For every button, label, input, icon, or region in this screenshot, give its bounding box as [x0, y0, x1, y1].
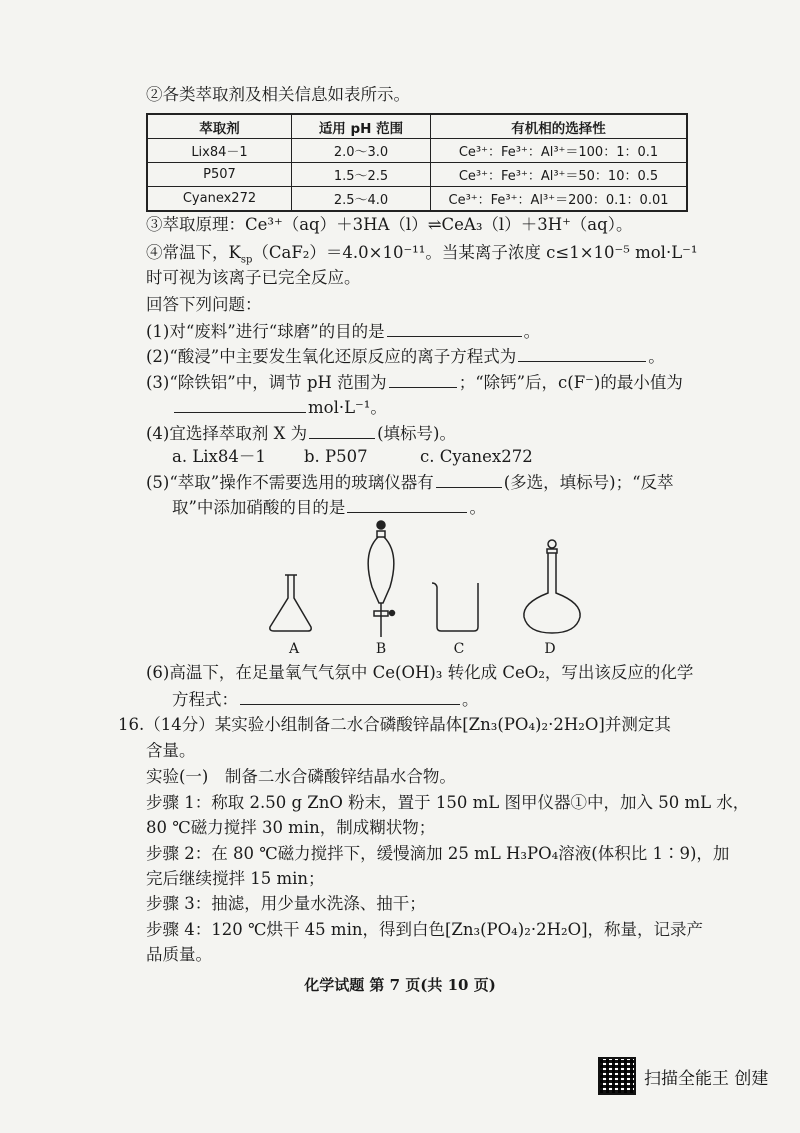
answer-heading: 回答下列问题： [146, 295, 262, 314]
ksp-subscript: sp [240, 254, 253, 266]
question-3-text-a: (3)“除铁铝”中，调节 pH 范围为 [146, 373, 387, 392]
glassware-figure [250, 515, 590, 640]
question-3 [146, 371, 683, 394]
cell-selectivity: Ce³⁺：Fe³⁺：Al³⁺＝50：10：0.5 [431, 163, 688, 187]
intro-text: ②各类萃取剂及相关信息如表所示。 [146, 85, 410, 104]
question-1-text: (1)对“废料”进行“球磨”的目的是 [146, 322, 385, 341]
beaker-icon[interactable] [432, 583, 478, 631]
step-1-line2: 80 ℃磁力搅拌 30 min，制成糊状物； [146, 818, 436, 837]
table-header-row [147, 114, 687, 139]
ksp-part-a: ④常温下，K [146, 243, 241, 262]
answer-blank[interactable] [347, 496, 467, 513]
experiment-1-heading: 实验(一) 制备二水合磷酸锌结晶水合物。 [146, 767, 456, 786]
answer-blank[interactable] [174, 396, 306, 413]
col-header-selectivity: 有机相的选择性 [431, 114, 688, 139]
question-4-options [172, 446, 533, 468]
question-4-tail: (填标号)。 [377, 424, 456, 443]
qr-code-icon [598, 1057, 636, 1095]
ksp-part-b: （CaF₂）＝4.0×10⁻¹¹。当某离子浓度 c≤1×10⁻⁵ mol·L⁻¹ [252, 243, 698, 262]
question-5-line2: 取”中添加硝酸的目的是 。 [172, 498, 486, 517]
question-6: (6)高温下，在足量氧气气氛中 Ce(OH)₃ 转化成 CeO₂，写出该反应的化学 [146, 663, 694, 682]
cell-ph: 1.5～2.5 [292, 163, 431, 187]
question-6-text-b: 方程式： [172, 690, 238, 709]
question-5-text-b: (多选，填标号)；“反萃 [503, 473, 674, 492]
question-5 [146, 471, 674, 494]
step-4-line2: 品质量。 [146, 945, 212, 964]
option-b[interactable]: b. P507 [304, 447, 368, 466]
table-row [147, 187, 687, 212]
question-3-line2 [172, 396, 387, 419]
answer-blank[interactable] [389, 371, 457, 388]
label-b: B [375, 641, 387, 657]
question-4-text: (4)宜选择萃取剂 X 为 [146, 424, 308, 443]
question-5-text-a: (5)“萃取”操作不需要选用的玻璃仪器有 [146, 473, 434, 492]
volumetric-flask-icon[interactable] [524, 540, 580, 633]
question-5-text-c: 取”中添加硝酸的目的是 [172, 498, 346, 517]
col-header-ph: 适用 pH 范围 [292, 114, 431, 139]
label-a: A [288, 641, 300, 657]
question-6-line2: 方程式： 。 [172, 690, 479, 709]
answer-blank[interactable] [240, 688, 460, 705]
conical-flask-icon[interactable] [270, 575, 311, 631]
cell-selectivity: Ce³⁺：Fe³⁺：Al³⁺＝200：0.1：0.01 [431, 187, 688, 212]
ksp-text [146, 242, 697, 264]
table-row [147, 139, 687, 163]
question-3-text-b: ；“除钙”后，c(F⁻)的最小值为 [458, 373, 683, 392]
principle-text: ③萃取原理：Ce³⁺（aq）＋3HA（l）⇌CeA₃（l）＋3H⁺（aq）。 [146, 215, 633, 234]
watermark-text: 扫描全能王 创建 [644, 1068, 769, 1089]
question-16-line2: 含量。 [146, 741, 196, 760]
label-d: D [544, 641, 556, 657]
question-2: (2)“酸浸”中主要发生氧化还原反应的离子方程式为 。 [146, 347, 665, 366]
ksp-text-line2: 时可视为该离子已完全反应。 [146, 268, 361, 287]
answer-blank[interactable] [518, 345, 646, 362]
table-row [147, 163, 687, 187]
answer-blank[interactable] [436, 471, 502, 488]
label-c: C [453, 641, 465, 657]
question-4 [146, 422, 456, 445]
cell-ph: 2.0～3.0 [292, 139, 431, 163]
step-2-line2: 完后继续搅拌 15 min； [146, 869, 325, 888]
question-1: (1)对“废料”进行“球磨”的目的是 。 [146, 322, 541, 341]
answer-blank[interactable] [309, 422, 375, 439]
question-2-text: (2)“酸浸”中主要发生氧化还原反应的离子方程式为 [146, 347, 517, 366]
cell-ph: 2.5～4.0 [292, 187, 431, 212]
extractant-table [146, 113, 688, 212]
cell-agent: P507 [147, 163, 292, 187]
separatory-funnel-icon[interactable] [368, 521, 394, 637]
cell-agent: Cyanex272 [147, 187, 292, 212]
step-2: 步骤 2：在 80 ℃磁力搅拌下，缓慢滴加 25 mL H₃PO₄溶液(体积比 1∶9)，加 [146, 844, 730, 863]
step-3: 步骤 3：抽滤，用少量水洗涤、抽干； [146, 894, 426, 913]
cell-agent: Lix84－1 [147, 139, 292, 163]
question-16: 16.（14分）某实验小组制备二水合磷酸锌晶体[Zn₃(PO₄)₂·2H₂O]并测定其 [118, 715, 671, 734]
col-header-agent: 萃取剂 [147, 114, 292, 139]
question-3-text-c: mol·L⁻¹。 [308, 398, 387, 417]
answer-blank[interactable] [387, 320, 522, 337]
step-4: 步骤 4：120 ℃烘干 45 min，得到白色[Zn₃(PO₄)₂·2H₂O]，称量，记录产 [146, 920, 704, 939]
page-footer: 化学试题 第 7 页(共 10 页) [304, 976, 496, 994]
option-c[interactable]: c. Cyanex272 [420, 447, 533, 466]
cell-selectivity: Ce³⁺：Fe³⁺：Al³⁺＝100：1：0.1 [431, 139, 688, 163]
option-a[interactable]: a. Lix84－1 [172, 447, 266, 466]
scanner-watermark [598, 1057, 768, 1095]
step-1: 步骤 1：称取 2.50 g ZnO 粉末，置于 150 mL 图甲仪器①中，加入 50 mL 水， [146, 793, 750, 812]
